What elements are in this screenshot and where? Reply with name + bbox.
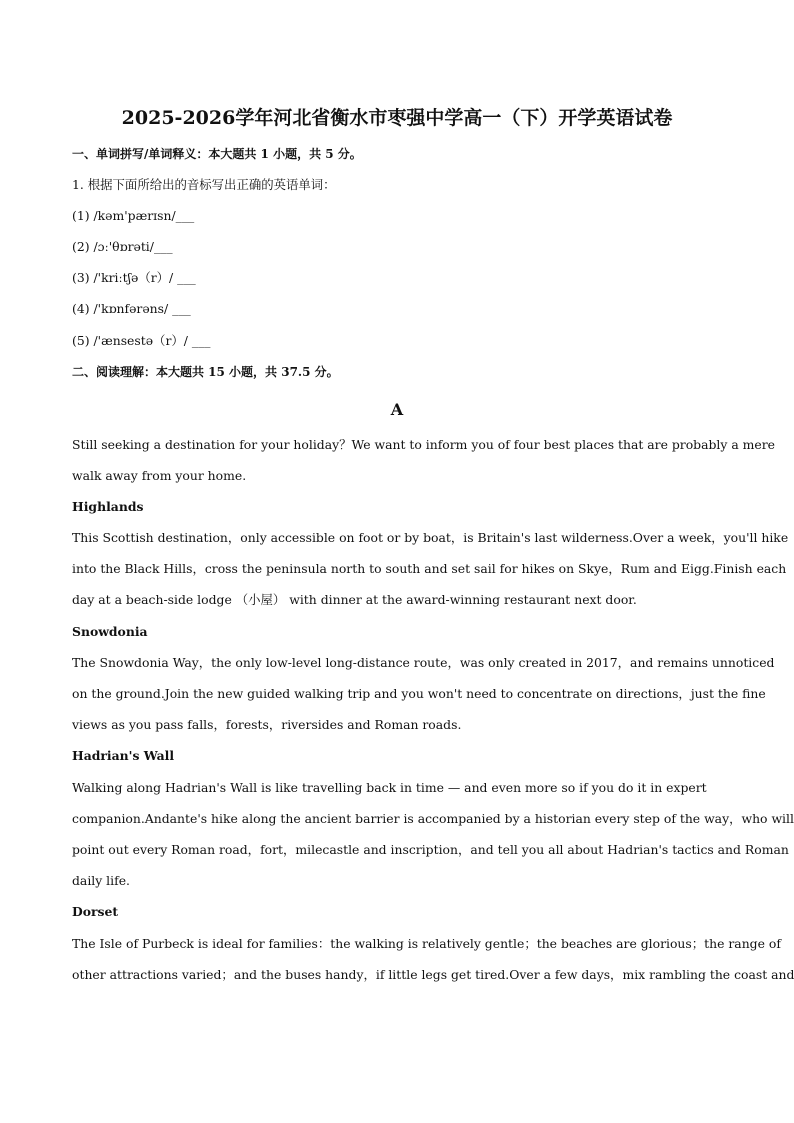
- text-line: The Snowdonia Way，the only low-level long-distance route，was only created in 2017，and remains unnoticed: [72, 655, 775, 670]
- text-line: other attractions varied；and the buses handy，if little legs get tired.Over a few days，mix rambling the coast and: [72, 967, 794, 982]
- text-line: The Isle of Purbeck is ideal for families：the walking is relatively gentle；the beaches are glorious；the range of: [72, 936, 781, 951]
- place-paragraph-snowdonia: [72, 647, 775, 740]
- question-1-prompt: 1. 根据下面所给出的音标写出正确的英语单词：: [72, 177, 336, 192]
- phonetic-item-5: (5) /'ænsestə（r）/ ___: [72, 333, 211, 348]
- phonetic-item-3: (3) /'kriːtʃə（r）/ ___: [72, 270, 196, 285]
- text-line: Still seeking a destination for your holiday？We want to inform you of four best places that are probably a mere: [72, 437, 775, 452]
- place-paragraph-hadrians-wall: [72, 772, 794, 896]
- place-heading-highlands: Highlands: [72, 499, 144, 514]
- place-heading-dorset: Dorset: [72, 904, 119, 919]
- text-line: This Scottish destination，only accessible on foot or by boat，is Britain's last wilderness.Over a week，you'll hike: [72, 530, 789, 545]
- place-heading-snowdonia: Snowdonia: [72, 624, 148, 639]
- text-line: on the ground.Join the new guided walking trip and you won't need to concentrate on directions，just the fine: [72, 686, 766, 701]
- phonetic-item-1: (1) /kəm'pærɪsn/___: [72, 208, 195, 223]
- place-heading-hadrians-wall: Hadrian's Wall: [72, 748, 175, 763]
- text-line: point out every Roman road，fort，milecastle and inscription，and tell you all about Hadrian's tactics and Roman: [72, 842, 789, 857]
- place-paragraph-highlands: [72, 522, 789, 615]
- text-line: companion.Andante's hike along the ancient barrier is accompanied by a historian every step of the way，who will: [72, 811, 794, 826]
- passage-intro: [72, 429, 775, 491]
- text-line: Walking along Hadrian's Wall is like travelling back in time — and even more so if you do it in expert: [72, 780, 707, 795]
- page-title: 2025-2026学年河北省衡水市枣强中学高一（下）开学英语试卷: [121, 107, 673, 129]
- phonetic-item-2: (2) /ɔː'θɒrəti/___: [72, 239, 173, 254]
- text-line: views as you pass falls，forests，riversides and Roman roads.: [72, 717, 462, 732]
- text-line: daily life.: [72, 873, 130, 888]
- section2-heading: 二、阅读理解：本大题共 15 小题，共 37.5 分。: [72, 365, 339, 379]
- text-line: into the Black Hills，cross the peninsula north to south and set sail for hikes on Skye，Rum and Eigg.Finish each: [72, 561, 787, 576]
- text-line: walk away from your home.: [72, 468, 247, 483]
- section1-heading: 一、单词拼写/单词释义：本大题共 1 小题，共 5 分。: [72, 147, 362, 161]
- place-paragraph-dorset: [72, 928, 794, 990]
- phonetic-item-4: (4) /'kɒnfərəns/ ___: [72, 301, 191, 316]
- text-line: day at a beach-side lodge （小屋） with dinner at the award-winning restaurant next door.: [72, 592, 637, 607]
- passage-letter: A: [390, 400, 404, 419]
